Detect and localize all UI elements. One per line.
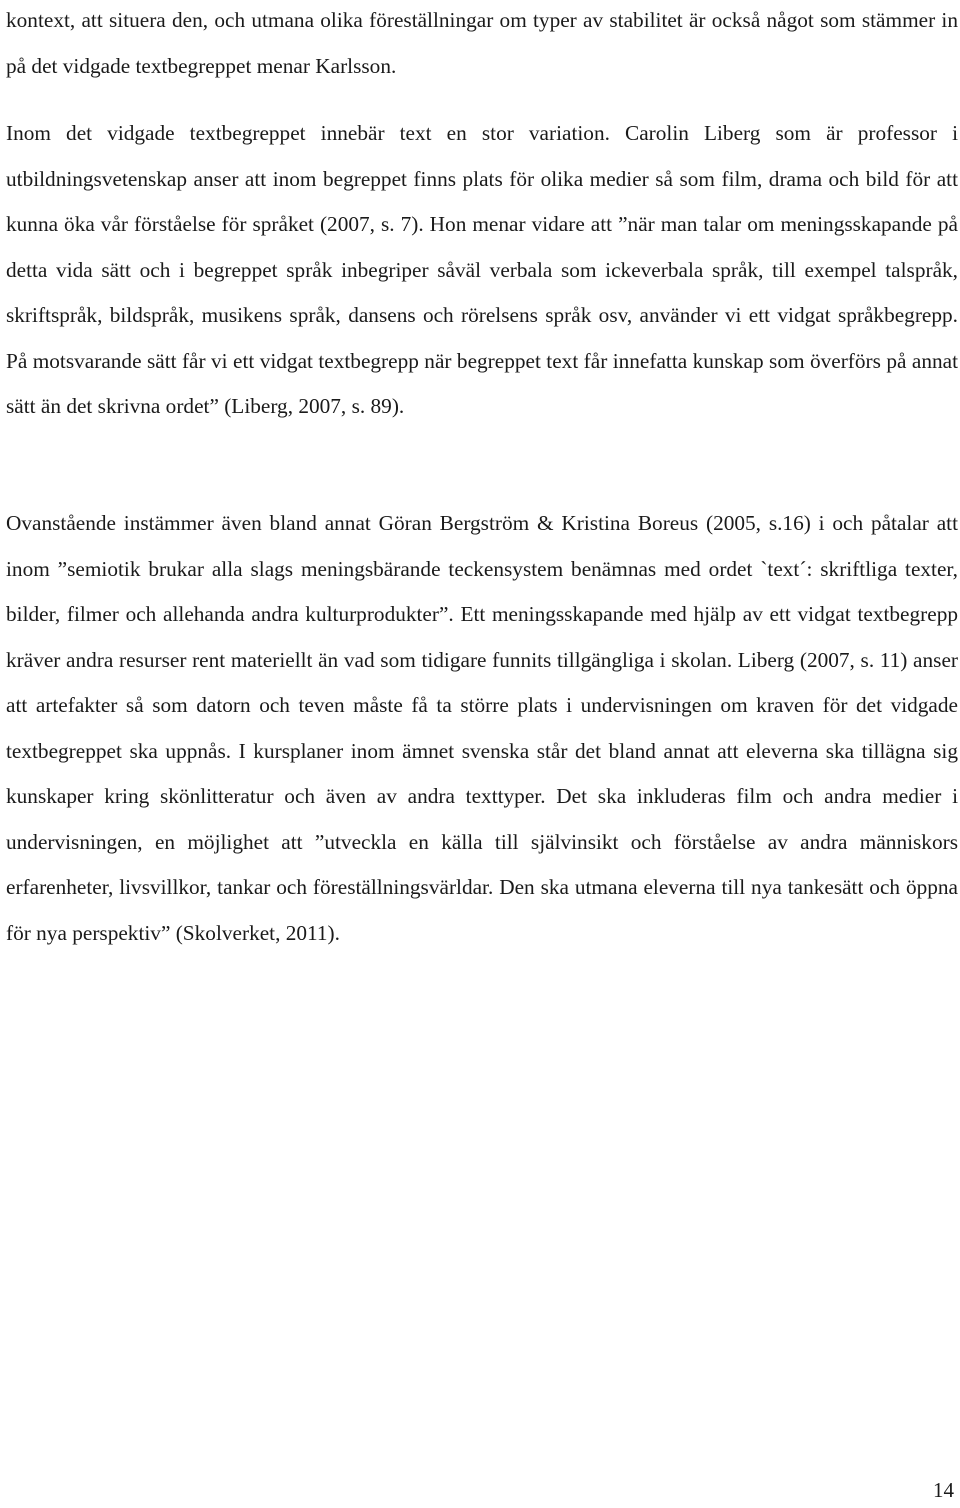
paragraph-bergstrom-boreus: Ovanstående instämmer även bland annat Göran Bergström & Kristina Boreus (2005, s.16) i och påtalar att inom ”semiotik brukar alla slags meningsbärande teckensystem benämnas med ordet `text´: skriftliga texter, bilder, filmer och allehanda andra kulturprodukter”. Ett meningsskapande med hjälp av ett vidgat textbegrepp kräver andra resurser rent materiellt än vad som tidigare funnits tillgängliga i skolan. Liberg (2007, s. 11) anser att artefakter så som datorn och teven måste få ta större plats i undervisningen om kraven för det vidgade textbegreppet ska uppnås. I kursplaner inom ämnet svenska står det bland annat att eleverna ska tillägna sig kunskaper kring skönlitteratur och även av andra texttyper. Det ska inkluderas film och andra medier i undervisningen, en möjlighet att ”utveckla en källa till självinsikt och förståelse av andra människors erfarenheter, livsvillkor, tankar och föreställningsvärldar. Den ska utmana eleverna till nya tankesätt och öppna för nya perspektiv” (Skolverket, 2011). bbox=[6, 511, 958, 945]
paragraph-continuation: kontext, att situera den, och utmana olika föreställningar om typer av stabilitet är också något som stämmer in på det vidgade textbegreppet menar Karlsson. bbox=[6, 8, 958, 78]
page-number: 14 bbox=[933, 1478, 954, 1502]
paragraph-liberg: Inom det vidgade textbegreppet innebär text en stor variation. Carolin Liberg som är professor i utbildningsvetenskap anser att inom begreppet finns plats för olika medier så som film, drama och bild för att kunna öka vår förståelse för språket (2007, s. 7). Hon menar vidare att ”när man talar om meningsskapande på detta vida sätt och i begreppet språk inbegriper såväl verbala som ickeverbala språk, till exempel talspråk, skriftspråk, bildspråk, musikens språk, dansens och rörelsens språk osv, använder vi ett vidgat språkbegrepp. På motsvarande sätt får vi ett vidgat textbegrepp när begreppet text får innefatta kunskap som överförs på annat sätt än det skrivna ordet” (Liberg, 2007, s. 89). bbox=[6, 121, 958, 418]
